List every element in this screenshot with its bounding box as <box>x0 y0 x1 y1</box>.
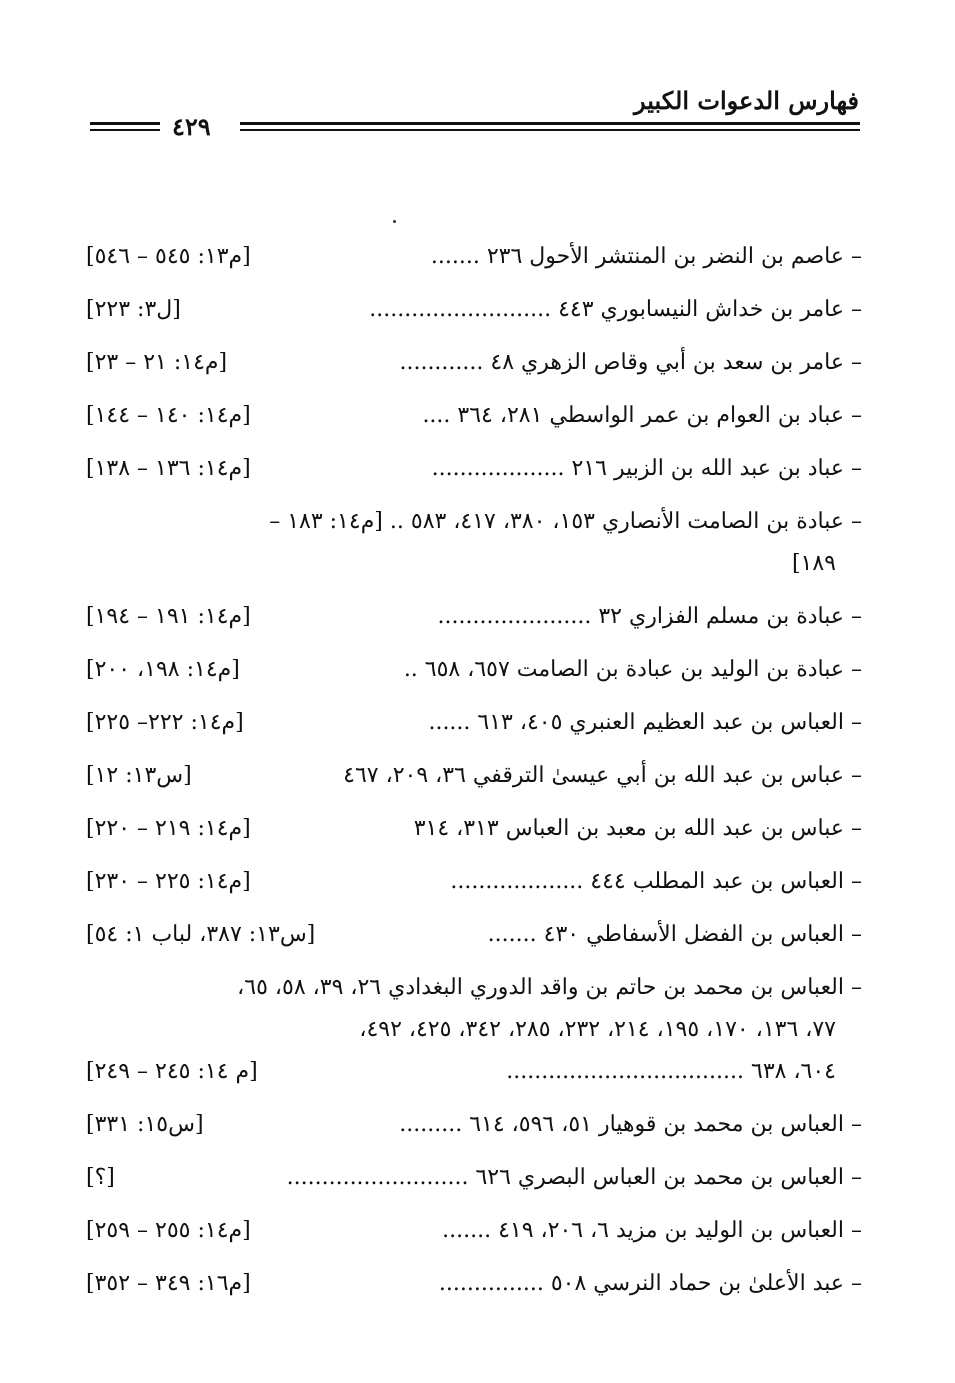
entry-text: – عامر بن سعد بن أبي وقاص الزهري ٤٨ ............ <box>399 350 862 375</box>
entry-text: – عباد بن عبد الله بن الزبير ٢١٦ ................... <box>431 456 862 481</box>
entry-text: – العباس بن عبد المطلب ٤٤٤ ................... <box>450 869 862 894</box>
entry-text: – عبادة بن الوليد بن عبادة بن الصامت ٦٥٧، ٦٥٨ .. <box>403 657 862 682</box>
entry-reference: [م١٤: ٢٢٢– ٢٢٥] <box>86 710 244 735</box>
index-entry <box>86 236 862 278</box>
entry-text: – العباس بن محمد بن حاتم بن واقد الدوري البغدادي ٢٦، ٣٩، ٥٨، ٦٥، <box>237 975 862 1000</box>
entry-text: – عبادة بن الصامت الأنصاري ١٥٣، ٣٨٠، ٤١٧، ٥٨٣ .. [م١٤: ١٨٣ – <box>269 509 862 534</box>
header-rule <box>240 129 860 131</box>
entry-text: – العباس بن الوليد بن مزيد ٦، ٢٠٦، ٤١٩ ....... <box>442 1218 862 1243</box>
entry-continuation: ٦٠٤، ٦٣٨ .................................. <box>506 1059 836 1084</box>
entry-text: – عباد بن العوام بن عمر الواسطي ٢٨١، ٣٦٤ .... <box>422 403 862 428</box>
entry-text: – عاصم بن النضر بن المنتشر الأحول ٢٣٦ ....... <box>430 244 862 269</box>
index-entry <box>86 649 862 691</box>
index-entry <box>86 808 862 850</box>
entry-continuation: ٧٧، ١٣٦، ١٧٠، ١٩٥، ٢١٤، ٢٣٢، ٢٨٥، ٣٤٢، ٤٢٥، ٤٩٢، <box>359 1017 836 1042</box>
entry-reference: [م ١٤: ٢٤٥ – ٢٤٩] <box>86 1059 258 1084</box>
entry-reference: [م١٤: ١٤٠ – ١٤٤] <box>86 403 251 428</box>
index-entry <box>86 1263 862 1305</box>
entry-reference: [م١٤: ٢١ – ٢٣] <box>86 350 228 375</box>
entry-text: – عباس بن عبد الله بن معبد بن العباس ٣١٣، ٣١٤ <box>413 816 862 841</box>
entry-text: – العباس بن الفضل الأسفاطي ٤٣٠ ....... <box>487 922 862 947</box>
stray-dot <box>393 220 396 223</box>
entry-reference: [م١٤: ٢١٩ – ٢٢٠] <box>86 816 251 841</box>
index-entry <box>86 1210 862 1252</box>
header-rule <box>90 129 160 131</box>
running-title: فهارس الدعوات الكبير <box>634 86 859 115</box>
index-entry <box>86 342 862 384</box>
entry-reference: [س١٣: ٣٨٧، لباب ١: ٥٤] <box>86 922 316 947</box>
index-entry <box>86 448 862 490</box>
entry-reference: [م١٦: ٣٤٩ – ٣٥٢] <box>86 1271 251 1296</box>
entry-text: – العباس بن عبد العظيم العنبري ٤٠٥، ٦١٣ ...... <box>428 710 862 735</box>
index-entry <box>86 395 862 437</box>
index-entries <box>86 236 862 1316</box>
entry-reference: [س١٣: ١٢] <box>86 763 192 788</box>
index-entry <box>86 755 862 797</box>
index-entry <box>86 289 862 331</box>
index-entry <box>86 1104 862 1146</box>
entry-text: – عباس بن عبد الله بن أبي عيسىٰ الترقفي ٣٦، ٢٠٩، ٤٦٧ <box>343 763 862 788</box>
entry-reference: [م١٤: ١٩٨، ٢٠٠] <box>86 657 240 682</box>
entry-reference: [م١٤: ٢٢٥ – ٢٣٠] <box>86 869 251 894</box>
index-entry <box>86 967 862 1093</box>
entry-reference: [م١٤: ١٩١ – ١٩٤] <box>86 604 251 629</box>
index-entry <box>86 501 862 585</box>
header-rule <box>90 122 160 125</box>
entry-reference: [س١٥: ٣٣١] <box>86 1112 204 1137</box>
entry-reference: [م١٣: ٥٤٥ – ٥٤٦] <box>86 244 251 269</box>
page-header <box>0 0 955 150</box>
entry-text: – عبادة بن مسلم الفزاري ٣٢ ...................... <box>437 604 862 629</box>
header-rule <box>240 122 860 125</box>
entry-reference: [م١٤: ٢٥٥ – ٢٥٩] <box>86 1218 251 1243</box>
index-entry <box>86 596 862 638</box>
entry-text: – العباس بن محمد بن قوهيار ٥١، ٥٩٦، ٦١٤ ......... <box>399 1112 862 1137</box>
entry-continuation: ١٨٩] <box>791 551 836 576</box>
entry-reference: [ل٣: ٢٢٣] <box>86 297 181 322</box>
index-entry <box>86 914 862 956</box>
entry-text: – العباس بن محمد بن العباس البصري ٦٢٦ .......................... <box>286 1165 862 1190</box>
index-entry <box>86 1157 862 1199</box>
entry-reference: [م١٤: ١٣٦ – ١٣٨] <box>86 456 251 481</box>
index-entry <box>86 861 862 903</box>
index-entry <box>86 702 862 744</box>
page-number: ٤٢٩ <box>172 112 211 141</box>
entry-text: – عبد الأعلىٰ بن حماد النرسي ٥٠٨ ............... <box>438 1271 862 1296</box>
entry-text: – عامر بن خداش النيسابوري ٤٤٣ .......................... <box>369 297 862 322</box>
entry-reference: [؟] <box>86 1165 115 1190</box>
